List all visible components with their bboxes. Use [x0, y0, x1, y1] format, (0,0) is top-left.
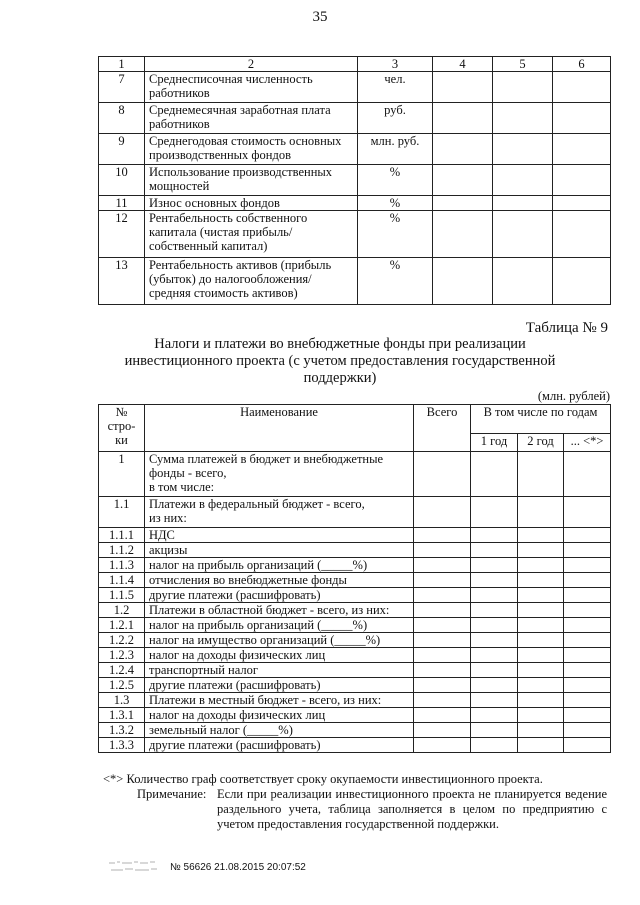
- year-more-cell: [564, 678, 611, 693]
- year-2-cell: [518, 678, 564, 693]
- value-cell: [493, 211, 553, 258]
- indicator-name: Рентабельность активов (прибыль (убыток) до налогообложения/ средняя стоимость активов): [145, 258, 358, 305]
- year-2-cell: [518, 558, 564, 573]
- value-cell: [553, 134, 611, 165]
- header-total: Всего: [414, 405, 471, 452]
- table-continuation: [98, 56, 611, 305]
- table-row: [99, 678, 611, 693]
- header-years-group: В том числе по годам: [471, 405, 611, 434]
- value-cell: [493, 165, 553, 196]
- header-year-2: 2 год: [518, 434, 564, 452]
- year-more-cell: [564, 603, 611, 618]
- year-2-cell: [518, 648, 564, 663]
- payment-name: налог на доходы физических лиц: [145, 648, 414, 663]
- indicator-name: Среднесписочная численность работников: [145, 72, 358, 103]
- year-more-cell: [564, 723, 611, 738]
- table-9-unit: (млн. рублей): [537, 389, 610, 403]
- total-cell: [414, 588, 471, 603]
- indicator-name: Среднегодовая стоимость основных производственных фондов: [145, 134, 358, 165]
- row-number: 12: [99, 211, 145, 258]
- total-cell: [414, 648, 471, 663]
- year-2-cell: [518, 543, 564, 558]
- row-number: 11: [99, 196, 145, 211]
- value-cell: [553, 211, 611, 258]
- value-cell: [493, 72, 553, 103]
- value-cell: [493, 134, 553, 165]
- year-1-cell: [471, 588, 518, 603]
- value-cell: [553, 165, 611, 196]
- payment-name: налог на доходы физических лиц: [145, 708, 414, 723]
- year-2-cell: [518, 588, 564, 603]
- table-9: [98, 404, 611, 753]
- value-cell: [493, 258, 553, 305]
- year-more-cell: [564, 663, 611, 678]
- total-cell: [414, 633, 471, 648]
- year-1-cell: [471, 633, 518, 648]
- row-number: 1.1.1: [99, 528, 145, 543]
- header-year-1: 1 год: [471, 434, 518, 452]
- year-2-cell: [518, 573, 564, 588]
- row-number: 10: [99, 165, 145, 196]
- value-cell: [553, 72, 611, 103]
- row-number: 1.1.5: [99, 588, 145, 603]
- note-label: Примечание:: [137, 787, 207, 801]
- year-1-cell: [471, 573, 518, 588]
- value-cell: [553, 258, 611, 305]
- table-body: [99, 452, 611, 753]
- total-cell: [414, 618, 471, 633]
- table-row: [99, 558, 611, 573]
- payment-name: земельный налог (_____%): [145, 723, 414, 738]
- unit-of-measure: руб.: [358, 103, 433, 134]
- page-number: 35: [312, 9, 328, 25]
- payment-name: Платежи в местный бюджет - всего, из них:: [145, 693, 414, 708]
- table-row: [99, 618, 611, 633]
- year-2-cell: [518, 528, 564, 543]
- table-row: [99, 648, 611, 663]
- year-more-cell: [564, 497, 611, 528]
- unit-of-measure: %: [358, 196, 433, 211]
- total-cell: [414, 452, 471, 497]
- payment-name: налог на имущество организаций (_____%): [145, 633, 414, 648]
- year-1-cell: [471, 648, 518, 663]
- table-row: [99, 103, 611, 134]
- total-cell: [414, 528, 471, 543]
- value-cell: [493, 196, 553, 211]
- year-2-cell: [518, 497, 564, 528]
- value-cell: [553, 103, 611, 134]
- header-cell: 5: [493, 57, 553, 72]
- row-number: 1.1: [99, 497, 145, 528]
- indicator-name: Рентабельность собственного капитала (чистая прибыль/собственный капитал): [145, 211, 358, 258]
- year-1-cell: [471, 693, 518, 708]
- year-1-cell: [471, 558, 518, 573]
- row-number: 9: [99, 134, 145, 165]
- year-1-cell: [471, 497, 518, 528]
- stamp-text: № 56626 21.08.2015 20:07:52: [170, 862, 306, 873]
- year-2-cell: [518, 738, 564, 753]
- header-cell: 6: [553, 57, 611, 72]
- table-9-title: Налоги и платежи во внебюджетные фонды при реализации инвестиционного проекта (с учетом предоставления государственной поддержки): [124, 336, 556, 386]
- total-cell: [414, 573, 471, 588]
- year-more-cell: [564, 648, 611, 663]
- row-number: 1.2.4: [99, 663, 145, 678]
- table-row: [99, 693, 611, 708]
- table-body: [99, 72, 611, 305]
- table-9-label: Таблица № 9: [525, 320, 608, 336]
- table-row: [99, 72, 611, 103]
- year-more-cell: [564, 708, 611, 723]
- year-1-cell: [471, 452, 518, 497]
- row-number: 1.3.1: [99, 708, 145, 723]
- table-row: [99, 452, 611, 497]
- row-number: 1.1.2: [99, 543, 145, 558]
- row-number: 1: [99, 452, 145, 497]
- table-row: [99, 603, 611, 618]
- table-row: [99, 738, 611, 753]
- year-1-cell: [471, 543, 518, 558]
- header-cell: 3: [358, 57, 433, 72]
- year-1-cell: [471, 678, 518, 693]
- year-2-cell: [518, 603, 564, 618]
- payment-name: акцизы: [145, 543, 414, 558]
- row-number: 1.1.3: [99, 558, 145, 573]
- table-row: [99, 723, 611, 738]
- row-number: 1.2.3: [99, 648, 145, 663]
- payment-name: налог на прибыль организаций (_____%): [145, 618, 414, 633]
- year-more-cell: [564, 573, 611, 588]
- total-cell: [414, 693, 471, 708]
- row-number: 1.2.2: [99, 633, 145, 648]
- value-cell: [433, 72, 493, 103]
- row-number: 1.2: [99, 603, 145, 618]
- table-header-row: [99, 405, 611, 434]
- year-1-cell: [471, 603, 518, 618]
- unit-of-measure: чел.: [358, 72, 433, 103]
- table-header-row: [99, 57, 611, 72]
- year-more-cell: [564, 633, 611, 648]
- value-cell: [433, 258, 493, 305]
- payment-name: Платежи в федеральный бюджет - всего, из них:: [145, 497, 414, 528]
- table-row: [99, 588, 611, 603]
- row-number: 7: [99, 72, 145, 103]
- year-more-cell: [564, 452, 611, 497]
- unit-of-measure: млн. руб.: [358, 134, 433, 165]
- header-cell: 2: [145, 57, 358, 72]
- table-row: [99, 211, 611, 258]
- value-cell: [493, 103, 553, 134]
- year-1-cell: [471, 663, 518, 678]
- header-name: Наименование: [145, 405, 414, 452]
- year-more-cell: [564, 558, 611, 573]
- row-number: 1.2.1: [99, 618, 145, 633]
- header-row-number: № стро- ки: [99, 405, 145, 452]
- indicator-name: Износ основных фондов: [145, 196, 358, 211]
- year-2-cell: [518, 693, 564, 708]
- value-cell: [433, 165, 493, 196]
- year-1-cell: [471, 738, 518, 753]
- table-row: [99, 196, 611, 211]
- total-cell: [414, 603, 471, 618]
- unit-of-measure: %: [358, 165, 433, 196]
- payment-name: налог на прибыль организаций (_____%): [145, 558, 414, 573]
- row-number: 8: [99, 103, 145, 134]
- payment-name: НДС: [145, 528, 414, 543]
- table-row: [99, 134, 611, 165]
- unit-of-measure: %: [358, 258, 433, 305]
- payment-name: Платежи в областной бюджет - всего, из них:: [145, 603, 414, 618]
- total-cell: [414, 497, 471, 528]
- value-cell: [553, 196, 611, 211]
- table-row: [99, 663, 611, 678]
- row-number: 1.3.3: [99, 738, 145, 753]
- row-number: 1.1.4: [99, 573, 145, 588]
- year-2-cell: [518, 618, 564, 633]
- row-number: 13: [99, 258, 145, 305]
- year-more-cell: [564, 543, 611, 558]
- row-number: 1.2.5: [99, 678, 145, 693]
- total-cell: [414, 663, 471, 678]
- table-row: [99, 633, 611, 648]
- header-year-more: ... <*>: [564, 434, 611, 452]
- year-1-cell: [471, 708, 518, 723]
- value-cell: [433, 196, 493, 211]
- year-more-cell: [564, 528, 611, 543]
- footnote: <*> Количество граф соответствует сроку окупаемости инвестиционного проекта.: [103, 772, 543, 786]
- row-number: 1.3.2: [99, 723, 145, 738]
- year-more-cell: [564, 588, 611, 603]
- year-2-cell: [518, 708, 564, 723]
- year-1-cell: [471, 618, 518, 633]
- table-row: [99, 573, 611, 588]
- table-row: [99, 258, 611, 305]
- header-cell: 4: [433, 57, 493, 72]
- table-row: [99, 543, 611, 558]
- table-row: [99, 497, 611, 528]
- unit-of-measure: %: [358, 211, 433, 258]
- total-cell: [414, 543, 471, 558]
- indicator-name: Использование производственных мощностей: [145, 165, 358, 196]
- year-1-cell: [471, 723, 518, 738]
- table-row: [99, 528, 611, 543]
- total-cell: [414, 678, 471, 693]
- payment-name: другие платежи (расшифровать): [145, 588, 414, 603]
- value-cell: [433, 211, 493, 258]
- payment-name: другие платежи (расшифровать): [145, 678, 414, 693]
- year-2-cell: [518, 663, 564, 678]
- row-number: 1.3: [99, 693, 145, 708]
- total-cell: [414, 723, 471, 738]
- year-more-cell: [564, 738, 611, 753]
- indicator-name: Среднемесячная заработная плата работников: [145, 103, 358, 134]
- table-row: [99, 708, 611, 723]
- year-more-cell: [564, 618, 611, 633]
- year-2-cell: [518, 723, 564, 738]
- total-cell: [414, 738, 471, 753]
- payment-name: отчисления во внебюджетные фонды: [145, 573, 414, 588]
- year-2-cell: [518, 633, 564, 648]
- table-row: [99, 165, 611, 196]
- value-cell: [433, 103, 493, 134]
- payment-name: Сумма платежей в бюджет и внебюджетные фонды - всего, в том числе:: [145, 452, 414, 497]
- year-more-cell: [564, 693, 611, 708]
- payment-name: другие платежи (расшифровать): [145, 738, 414, 753]
- header-cell: 1: [99, 57, 145, 72]
- total-cell: [414, 558, 471, 573]
- year-2-cell: [518, 452, 564, 497]
- total-cell: [414, 708, 471, 723]
- payment-name: транспортный налог: [145, 663, 414, 678]
- value-cell: [433, 134, 493, 165]
- registration-stamp-icon: [107, 857, 162, 875]
- year-1-cell: [471, 528, 518, 543]
- note-text: Если при реализации инвестиционного проекта не планируется ведение раздельного учета, таблица заполняется в целом по предприятию с учетом предоставления государственной поддержки.: [217, 787, 607, 831]
